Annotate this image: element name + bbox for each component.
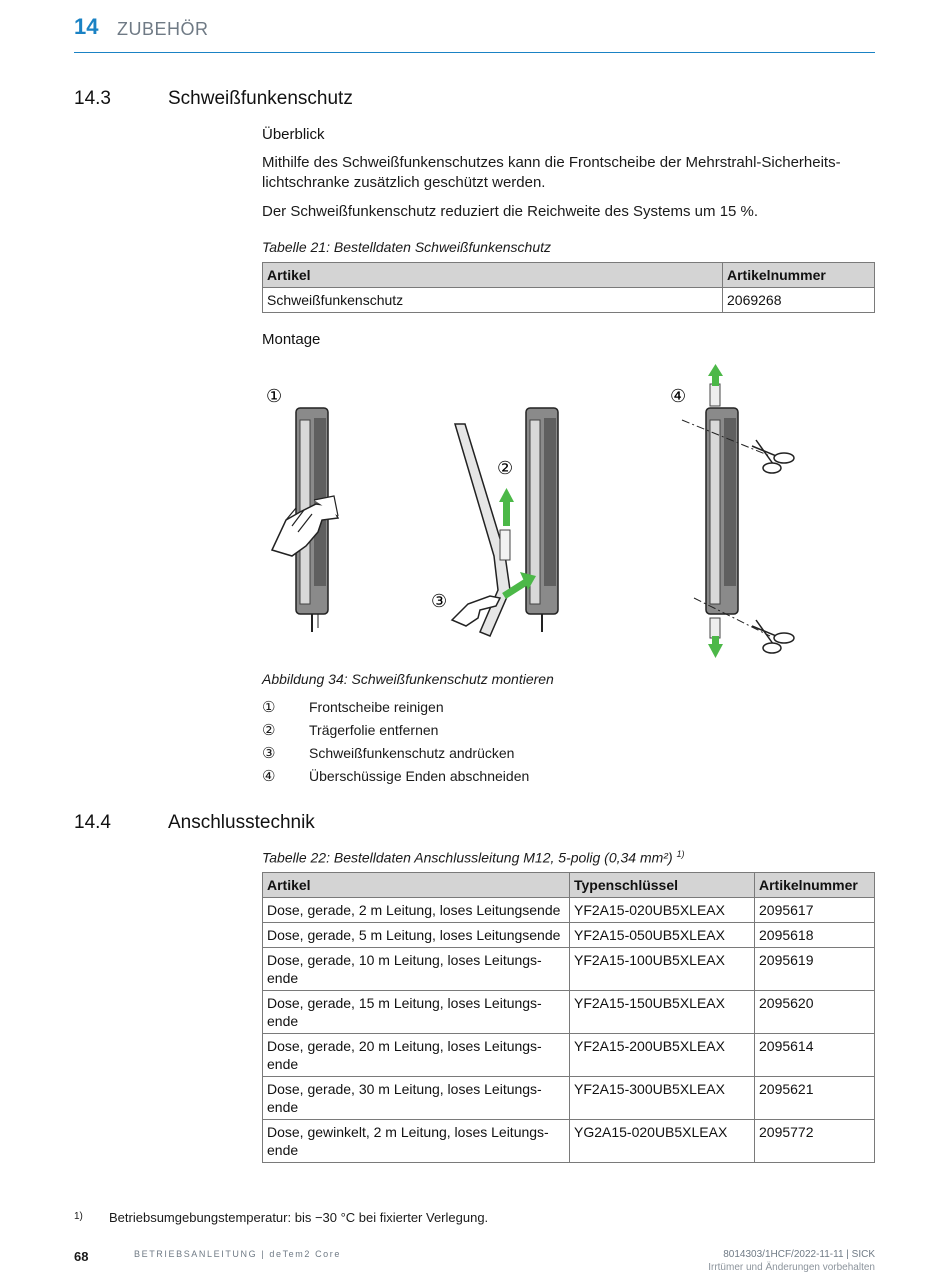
table-cell: 2095614 (755, 1034, 875, 1077)
footnote-reference: 1) (676, 849, 685, 859)
callout-2: ② (497, 458, 514, 479)
chapter-number: 14 (74, 14, 99, 39)
table-cell: Dose, gerade, 30 m Leitung, loses Leitungs-ende (263, 1077, 570, 1120)
chapter-title: ZUBEHÖR (117, 19, 209, 39)
table-cell: Dose, gerade, 20 m Leitung, loses Leitungs-ende (263, 1034, 570, 1077)
callout-3: ③ (431, 591, 448, 612)
table-cell: YF2A15-150UB5XLEAX (570, 991, 755, 1034)
legend-number: ④ (262, 768, 276, 785)
light-curtain-step-2 (526, 408, 558, 632)
legend-number: ③ (262, 745, 276, 762)
arrow-down-green-icon (708, 636, 723, 658)
table-cell: Schweißfunkenschutz (263, 288, 723, 313)
table-cell: YG2A15-020UB5XLEAX (570, 1120, 755, 1163)
table-cell: 2069268 (723, 288, 875, 313)
table-header-row (263, 263, 875, 288)
table-row (263, 948, 875, 991)
section-number: 14.4 (74, 812, 111, 833)
table-22-caption-text: Tabelle 22: Bestelldaten Anschlussleitung M12, 5-polig (0,34 mm²) (262, 849, 673, 866)
table-row (263, 1034, 875, 1077)
table-cell: Dose, gerade, 15 m Leitung, loses Leitungs-ende (263, 991, 570, 1034)
table-cell: Dose, gerade, 5 m Leitung, loses Leitungsende (263, 923, 570, 948)
disclaimer: Irrtümer und Änderungen vorbehalten (708, 1262, 875, 1273)
mounting-illustration (262, 360, 822, 665)
table-row (263, 991, 875, 1034)
table-21-caption: Tabelle 21: Bestelldaten Schweißfunkenschutz (262, 239, 551, 255)
table-cell: YF2A15-050UB5XLEAX (570, 923, 755, 948)
document-title: BETRIEBSANLEITUNG | deTem2 Core (134, 1249, 341, 1259)
table-row (263, 1077, 875, 1120)
overview-heading: Überblick (262, 126, 325, 143)
table-22-caption (262, 849, 685, 866)
document-reference: 8014303/1HCF/2022-11-11 | SICK (723, 1249, 875, 1260)
table-cell: Dose, gerade, 2 m Leitung, loses Leitungsende (263, 898, 570, 923)
table-cell: 2095772 (755, 1120, 875, 1163)
overview-paragraph-2: Der Schweißfunkenschutz reduziert die Reichweite des Systems um 15 %. (262, 203, 759, 220)
table-row (263, 288, 875, 313)
scissors-icon (752, 440, 794, 473)
table-row (263, 923, 875, 948)
column-header: Typenschlüssel (570, 873, 755, 898)
footnote-mark: 1) (74, 1211, 83, 1222)
header-divider (74, 52, 875, 53)
overview-paragraph-1: Mithilfe des Schweißfunkenschutzes kann die Frontscheibe der Mehrstrahl-Sicherheits-lichtschranke zusätzlich geschützt werden. (262, 154, 841, 191)
table-row (263, 1120, 875, 1163)
light-curtain-step-4 (682, 384, 770, 638)
section-number: 14.3 (74, 88, 111, 109)
table-cell: YF2A15-020UB5XLEAX (570, 898, 755, 923)
legend-number: ① (262, 699, 276, 716)
column-header: Artikel (263, 263, 723, 288)
table-cell: 2095618 (755, 923, 875, 948)
table-cell: 2095620 (755, 991, 875, 1034)
table-cell: 2095617 (755, 898, 875, 923)
order-table-connection-cable (262, 872, 875, 1163)
legend-number: ② (262, 722, 276, 739)
section-title: Schweißfunkenschutz (168, 88, 353, 109)
column-header: Artikelnummer (723, 263, 875, 288)
column-header: Artikel (263, 873, 570, 898)
table-cell: YF2A15-200UB5XLEAX (570, 1034, 755, 1077)
column-header: Artikelnummer (755, 873, 875, 898)
page-number: 68 (74, 1249, 89, 1264)
arrow-up-green-icon (499, 488, 514, 526)
callout-4: ④ (670, 386, 687, 407)
table-cell: Dose, gewinkelt, 2 m Leitung, loses Leitungs-ende (263, 1120, 570, 1163)
table-cell: 2095619 (755, 948, 875, 991)
arrow-up-green-icon (708, 364, 723, 386)
table-cell: 2095621 (755, 1077, 875, 1120)
table-row (263, 898, 875, 923)
order-table-weld-spark (262, 262, 875, 313)
legend-text: Trägerfolie entfernen (309, 722, 439, 738)
table-cell: YF2A15-100UB5XLEAX (570, 948, 755, 991)
footnote-text: Betriebsumgebungstemperatur: bis −30 °C bei fixierter Verlegung. (109, 1210, 489, 1225)
table-cell: Dose, gerade, 10 m Leitung, loses Leitungs-ende (263, 948, 570, 991)
legend-text: Schweißfunkenschutz andrücken (309, 745, 515, 761)
table-header-row (263, 873, 875, 898)
figure-34-caption: Abbildung 34: Schweißfunkenschutz montieren (262, 671, 554, 687)
legend-text: Überschüssige Enden abschneiden (309, 768, 530, 784)
scissors-icon (752, 620, 794, 653)
section-title: Anschlusstechnik (168, 812, 315, 833)
mounting-heading: Montage (262, 331, 321, 348)
legend-text: Frontscheibe reinigen (309, 699, 444, 715)
table-cell: YF2A15-300UB5XLEAX (570, 1077, 755, 1120)
callout-1: ① (266, 386, 283, 407)
